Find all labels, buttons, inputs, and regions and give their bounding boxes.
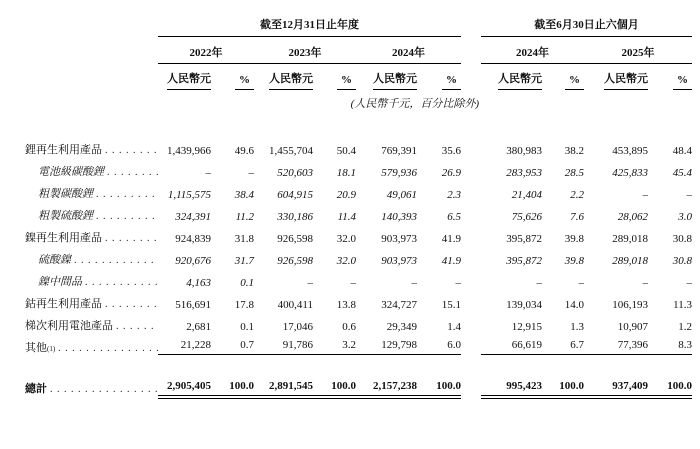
row-label: 梯次利用電池產品 xyxy=(25,320,113,332)
group-spacer xyxy=(461,245,481,267)
group-spacer xyxy=(461,157,481,179)
cell-amount: 140,393 xyxy=(381,211,417,223)
cell-amount: 91,786 xyxy=(254,339,313,355)
cell-amount: 579,936 xyxy=(381,167,417,179)
cell-percent: 13.8 xyxy=(336,299,356,311)
cell-percent: – xyxy=(686,277,692,289)
cell-percent: 39.8 xyxy=(564,233,584,245)
cell-percent: 14.0 xyxy=(564,299,584,311)
table-row xyxy=(25,157,692,179)
cell-percent: 3.2 xyxy=(313,339,356,355)
row-label: 鎳中間品 xyxy=(38,276,82,288)
table-body xyxy=(25,135,692,396)
cell-amount: 2,157,238 xyxy=(356,380,417,396)
cell-amount: 1,439,966 xyxy=(167,145,211,157)
cell-amount: 453,895 xyxy=(612,145,648,157)
cell-amount: 75,626 xyxy=(511,211,542,223)
cell-amount: 604,915 xyxy=(277,189,313,201)
year-header-2022: 2022年 xyxy=(158,37,254,64)
cell-percent: 32.0 xyxy=(336,255,356,267)
group-spacer xyxy=(461,179,481,201)
cell-amount: 1,455,704 xyxy=(269,145,313,157)
cell-percent: 15.1 xyxy=(441,299,461,311)
cell-amount: 49,061 xyxy=(386,189,417,201)
cell-percent: 2.2 xyxy=(570,189,584,201)
cell-amount: 395,872 xyxy=(506,255,542,267)
cell-amount: 289,018 xyxy=(612,233,648,245)
cell-percent: 11.4 xyxy=(337,211,356,223)
cell-percent: 41.9 xyxy=(441,255,461,267)
cell-amount: 2,681 xyxy=(186,321,211,333)
table-row: 其他 (1) . . . 21,228 0.7 91,786 3.2 129,798 6.0 66,619 6.7 77,396 8.3 xyxy=(25,333,692,355)
dot-leader xyxy=(93,188,158,200)
percent-header: % xyxy=(565,74,584,90)
cell-percent: 50.4 xyxy=(336,145,356,157)
group-spacer xyxy=(461,135,481,157)
cell-amount: 395,872 xyxy=(506,233,542,245)
cell-amount: 903,973 xyxy=(381,233,417,245)
cell-percent: 1.4 xyxy=(447,321,461,333)
dot-leader xyxy=(82,276,158,288)
cell-percent: 28.5 xyxy=(564,167,584,179)
year-header-2024: 2024年 xyxy=(356,37,461,64)
cell-percent: 38.4 xyxy=(234,189,254,201)
cell-percent: 11.2 xyxy=(235,211,254,223)
table-row xyxy=(25,135,692,157)
cell-percent: 2.3 xyxy=(447,189,461,201)
cell-percent: 20.9 xyxy=(336,189,356,201)
cell-amount: 2,905,405 xyxy=(158,380,211,396)
cell-percent: 45.4 xyxy=(672,167,692,179)
row-label: 粗製碳酸鋰 xyxy=(38,188,93,200)
cell-percent: 32.0 xyxy=(336,233,356,245)
sub-header-row xyxy=(25,64,692,91)
cell-amount: 995,423 xyxy=(481,380,542,396)
cell-percent: 8.3 xyxy=(648,339,692,355)
cell-percent: 26.9 xyxy=(441,167,461,179)
cell-amount: 139,034 xyxy=(506,299,542,311)
cell-percent: 35.6 xyxy=(441,145,461,157)
cell-amount: 425,833 xyxy=(612,167,648,179)
cell-percent: 100.0 xyxy=(417,380,461,396)
cell-amount: 926,598 xyxy=(277,255,313,267)
spacer-row xyxy=(25,111,692,135)
cell-percent: 1.3 xyxy=(570,321,584,333)
cell-percent: 0.1 xyxy=(240,277,254,289)
group-spacer xyxy=(461,289,481,311)
cell-amount: 283,953 xyxy=(506,167,542,179)
dot-leader xyxy=(55,342,158,354)
dot-leader xyxy=(102,298,158,310)
cell-percent: 41.9 xyxy=(441,233,461,245)
group-spacer xyxy=(461,201,481,223)
cell-percent: 100.0 xyxy=(313,380,356,396)
cell-percent: 11.3 xyxy=(673,299,692,311)
cell-amount: 21,228 xyxy=(158,339,211,355)
cell-amount: – xyxy=(411,277,417,289)
cell-amount: – xyxy=(536,277,542,289)
cell-percent: – xyxy=(248,167,254,179)
percent-header: % xyxy=(235,74,254,90)
group-spacer xyxy=(461,311,481,333)
cell-amount: 330,186 xyxy=(277,211,313,223)
cell-percent: 100.0 xyxy=(648,380,692,396)
amount-header: 人民幣元 xyxy=(269,70,313,90)
dot-leader xyxy=(104,166,158,178)
amount-header: 人民幣元 xyxy=(373,70,417,90)
cell-percent: 31.8 xyxy=(234,233,254,245)
dot-leader xyxy=(93,210,158,222)
cell-amount: 324,727 xyxy=(381,299,417,311)
row-label: 鈷再生利用產品 xyxy=(25,298,102,310)
table-row xyxy=(25,311,692,333)
table-row xyxy=(25,201,692,223)
cell-amount: 12,915 xyxy=(511,321,542,333)
period-group-interim: 截至6月30日止六個月 xyxy=(481,16,692,37)
table-row xyxy=(25,267,692,289)
table-row xyxy=(25,245,692,267)
dot-leader xyxy=(71,254,158,266)
cell-amount: – xyxy=(642,189,648,201)
row-label: 其他 xyxy=(25,342,47,354)
cell-percent: 100.0 xyxy=(542,380,584,396)
group-spacer xyxy=(461,333,481,355)
cell-amount: 937,409 xyxy=(584,380,648,396)
cell-amount: 66,619 xyxy=(481,339,542,355)
cell-percent: 7.6 xyxy=(570,211,584,223)
year-header-row xyxy=(25,37,692,64)
cell-amount: 926,598 xyxy=(277,233,313,245)
cell-percent: 0.1 xyxy=(240,321,254,333)
cell-percent: 48.4 xyxy=(672,145,692,157)
cell-amount: 920,676 xyxy=(175,255,211,267)
cell-amount: 29,349 xyxy=(386,321,417,333)
cell-amount: – xyxy=(642,277,648,289)
cell-amount: 324,391 xyxy=(175,211,211,223)
cell-amount: 1,115,575 xyxy=(167,189,211,201)
cell-percent: – xyxy=(686,189,692,201)
year-header-2025-interim: 2025年 xyxy=(584,37,692,64)
cell-percent: 3.0 xyxy=(678,211,692,223)
cell-percent: 31.7 xyxy=(234,255,254,267)
cell-percent: 30.8 xyxy=(672,233,692,245)
cell-percent: 17.8 xyxy=(234,299,254,311)
cell-percent: 39.8 xyxy=(564,255,584,267)
period-group-row xyxy=(25,16,692,37)
group-spacer xyxy=(461,267,481,289)
cell-amount: 106,193 xyxy=(612,299,648,311)
group-spacer xyxy=(461,355,481,396)
row-label: 鎳再生利用產品 xyxy=(25,232,102,244)
cell-amount: 2,891,545 xyxy=(254,380,313,396)
cell-percent: 6.7 xyxy=(542,339,584,355)
year-header-2024-interim: 2024年 xyxy=(481,37,584,64)
cell-percent: 49.6 xyxy=(234,145,254,157)
year-header-2023: 2023年 xyxy=(254,37,356,64)
cell-percent: 18.1 xyxy=(336,167,356,179)
cell-percent: 30.8 xyxy=(672,255,692,267)
dot-leader xyxy=(113,320,158,332)
percent-header: % xyxy=(442,74,461,90)
amount-header: 人民幣元 xyxy=(604,70,648,90)
cell-percent: 0.7 xyxy=(211,339,254,355)
cell-amount: 77,396 xyxy=(584,339,648,355)
cell-percent: 38.2 xyxy=(564,145,584,157)
row-label: 鋰再生利用產品 xyxy=(25,144,102,156)
group-spacer xyxy=(461,223,481,245)
unit-note: (人民幣千元，百分比除外) xyxy=(350,98,479,110)
dot-leader xyxy=(47,383,158,395)
dot-leader xyxy=(102,144,158,156)
cell-percent: 1.2 xyxy=(678,321,692,333)
cell-percent: 6.5 xyxy=(447,211,461,223)
cell-percent: 0.6 xyxy=(342,321,356,333)
amount-header: 人民幣元 xyxy=(498,70,542,90)
dot-leader xyxy=(102,232,158,244)
cell-amount: 516,691 xyxy=(175,299,211,311)
cell-amount: 289,018 xyxy=(612,255,648,267)
table-row xyxy=(25,355,692,396)
row-label: 粗製硫酸鋰 xyxy=(38,210,93,222)
unit-note-row xyxy=(25,90,692,111)
cell-percent: – xyxy=(350,277,356,289)
cell-percent: – xyxy=(578,277,584,289)
cell-amount: 769,391 xyxy=(381,145,417,157)
cell-amount: 903,973 xyxy=(381,255,417,267)
cell-amount: – xyxy=(205,167,211,179)
row-label: 總計 xyxy=(25,383,47,395)
cell-amount: 10,907 xyxy=(617,321,648,333)
table-row xyxy=(25,223,692,245)
row-label: 電池級碳酸鋰 xyxy=(38,166,104,178)
cell-amount: 28,062 xyxy=(617,211,648,223)
percent-header: % xyxy=(337,74,356,90)
cell-amount: 924,839 xyxy=(175,233,211,245)
cell-amount: 4,163 xyxy=(186,277,211,289)
table-row xyxy=(25,179,692,201)
cell-amount: 380,983 xyxy=(506,145,542,157)
amount-header: 人民幣元 xyxy=(167,70,211,90)
cell-percent: 100.0 xyxy=(211,380,254,396)
percent-header: % xyxy=(673,74,692,90)
cell-percent: 6.0 xyxy=(417,339,461,355)
table-row xyxy=(25,289,692,311)
period-group-annual: 截至12月31日止年度 xyxy=(158,16,461,37)
cell-amount: 17,046 xyxy=(282,321,313,333)
cell-amount: – xyxy=(307,277,313,289)
revenue-breakdown-table xyxy=(25,16,692,396)
cell-amount: 520,603 xyxy=(277,167,313,179)
cell-amount: 400,411 xyxy=(277,299,313,311)
cell-percent: – xyxy=(455,277,461,289)
cell-amount: 129,798 xyxy=(356,339,417,355)
row-label: 硫酸鎳 xyxy=(38,254,71,266)
cell-amount: 21,404 xyxy=(511,189,542,201)
